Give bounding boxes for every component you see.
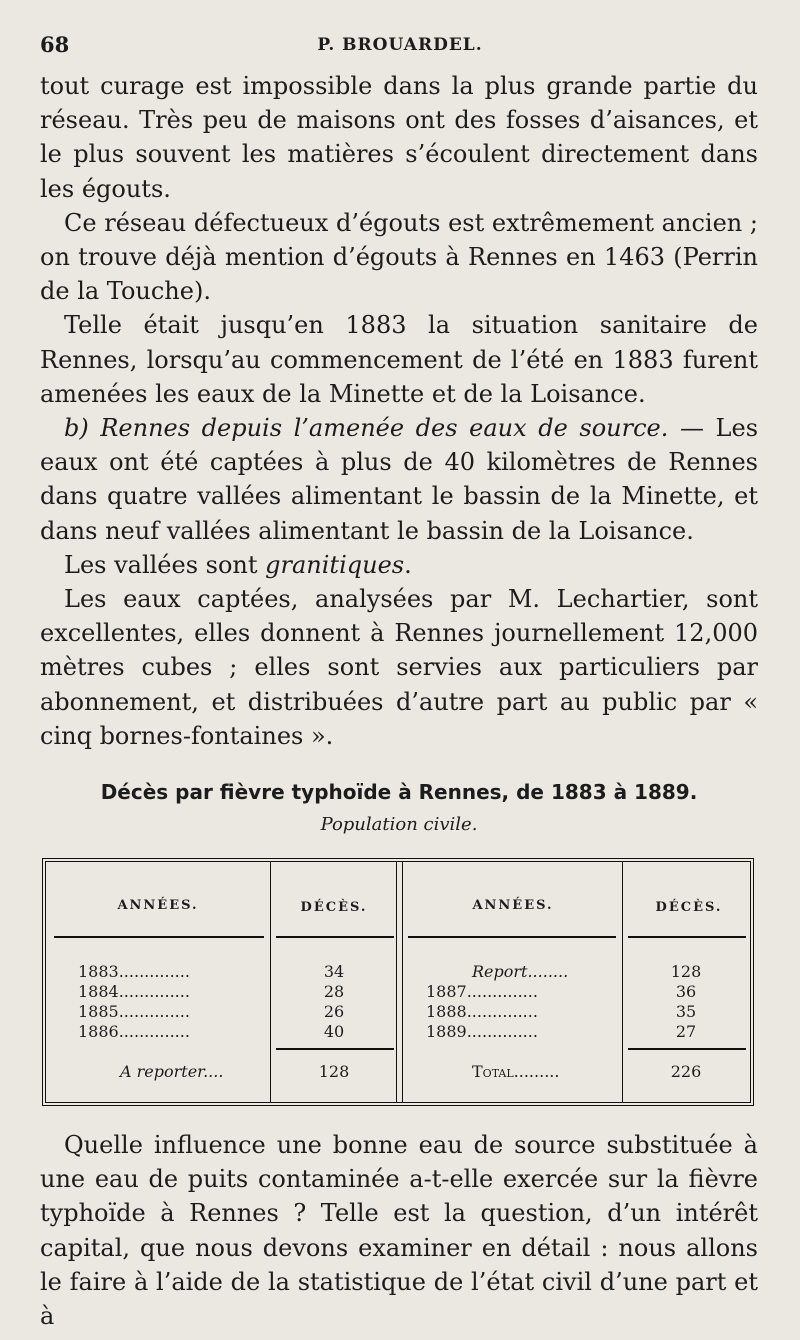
report-value: 128 <box>670 962 702 981</box>
total-label: Total......... <box>472 1062 560 1081</box>
paragraph-question: Quelle influence une bonne eau de source substituée à une eau de puits contaminée a-t-elle exercée sur la fièvre typhoïde à Rennes ? Telle est la question, d’un intérêt capital, que nous devons examiner en détail : nous allons le faire à l’aide de la statistique de l’état civil d’une part et à <box>40 1131 758 1331</box>
paragraph-sewer-network: Ce réseau défectueux d’égouts est extrêmement ancien ; on trouve déjà mention d’égouts à Rennes en 1463 (Perrin de la Touche). <box>40 208 758 306</box>
body-text-top <box>40 69 758 753</box>
deaths-cell: 40 <box>323 1022 345 1041</box>
page-header <box>40 32 760 66</box>
total-value: 226 <box>670 1062 702 1081</box>
paragraph-sanitary-situation: Telle était jusqu’en 1883 la situation sanitaire de Rennes, lorsqu’au commencement de l’été en 1883 furent amenées les eaux de la Minette et de la Loisance. <box>40 311 758 408</box>
granitic-emphasis: granitiques <box>265 550 405 579</box>
deaths-cell: 34 <box>323 962 345 981</box>
paragraph-b <box>40 411 758 548</box>
carry-forward-label: A reporter.... <box>120 1062 224 1081</box>
year-cell: 1887.............. <box>426 982 538 1001</box>
table-divider <box>622 862 623 1102</box>
deaths-cell: 35 <box>675 1002 697 1021</box>
header-rule <box>628 936 746 938</box>
deaths-cell: 36 <box>675 982 697 1001</box>
deaths-table <box>42 858 754 1106</box>
table-title: Décès par fièvre typhoïde à Rennes, de 1883 à 1889. <box>100 780 698 804</box>
paragraph-sewers: tout curage est impossible dans la plus grande partie du réseau. Très peu de maisons ont des fosses d’aisances, et le plus souvent les matières s’écoulent directement dans les égouts. <box>40 72 758 203</box>
section-label: b) <box>64 414 89 443</box>
year-cell: 1883.............. <box>78 962 190 981</box>
col-header-years: ANNÉES. <box>117 898 199 913</box>
carry-forward-value: 128 <box>318 1062 350 1081</box>
table-subtitle: Population civile. <box>320 814 478 835</box>
col-header-deaths: DÉCÈS. <box>300 900 368 915</box>
header-rule <box>54 936 264 938</box>
header-rule <box>408 936 616 938</box>
section-heading: Rennes depuis l’amenée des eaux de source. <box>100 414 669 443</box>
page-number: 68 <box>40 32 70 57</box>
report-label: Report........ <box>472 962 569 981</box>
section-text: — Les eaux ont été captées à plus de 40 kilomètres de Rennes dans quatre vallées alimentant le bassin de la Minette, et dans neuf vallées alimentant le bassin de la Loisance. <box>40 414 759 545</box>
paragraph-granitic <box>40 548 758 582</box>
granitic-end: . <box>404 550 412 579</box>
header-rule <box>276 936 394 938</box>
subtotal-rule <box>276 1048 394 1050</box>
year-cell: 1886.............. <box>78 1022 190 1041</box>
year-cell: 1888.............. <box>426 1002 538 1021</box>
body-text-bottom <box>40 1128 758 1333</box>
deaths-cell: 27 <box>675 1022 697 1041</box>
col-header-years: ANNÉES. <box>472 898 554 913</box>
granitic-text: Les vallées sont <box>64 550 266 579</box>
year-cell: 1885.............. <box>78 1002 190 1021</box>
year-cell: 1889.............. <box>426 1022 538 1041</box>
year-cell: 1884.............. <box>78 982 190 1001</box>
deaths-cell: 28 <box>323 982 345 1001</box>
table-divider <box>402 862 403 1102</box>
table-divider <box>396 862 397 1102</box>
paragraph-lechartier: Les eaux captées, analysées par M. Lechartier, sont excellentes, elles donnent à Rennes journellement 12,000 mètres cubes ; elles sont servies aux particuliers par abonnement, et distribuées d’autre part au public par « cinq bornes-fontaines ». <box>40 585 758 750</box>
running-head: P. BROUARDEL. <box>317 35 483 55</box>
deaths-cell: 26 <box>323 1002 345 1021</box>
total-rule <box>628 1048 746 1050</box>
col-header-deaths: DÉCÈS. <box>655 900 723 915</box>
